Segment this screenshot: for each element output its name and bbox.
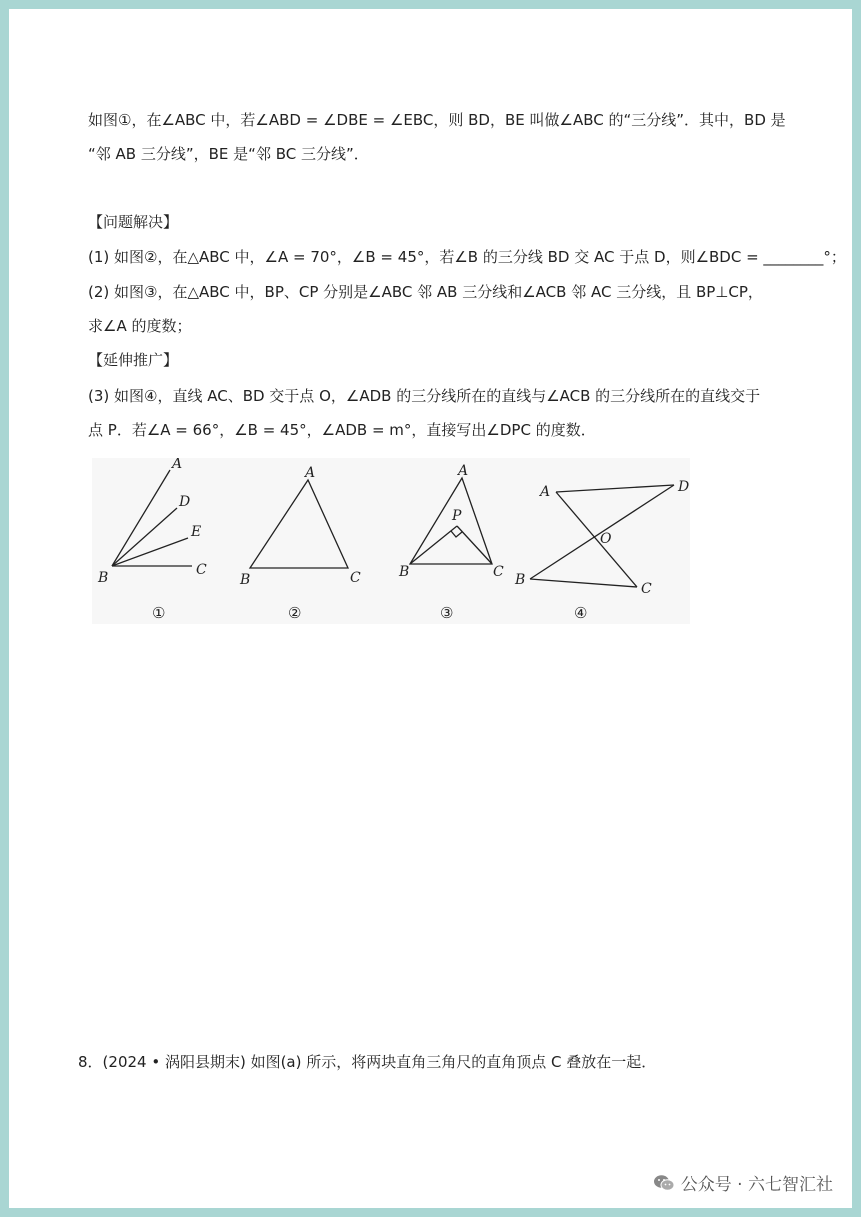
fig3-caption: ③ — [440, 604, 454, 622]
fig3-label-p: P — [452, 508, 462, 524]
section-extension-title: 【延伸推广】 — [88, 351, 179, 369]
fig3-label-a: A — [458, 463, 469, 479]
question-1: (1) 如图②，在△ABC 中，∠A = 70°，∠B = 45°，若∠B 的三分线 BD 交 AC 于点 D，则∠BDC = ________°； — [88, 248, 846, 266]
fig2-label-c: C — [350, 570, 361, 586]
fig3-label-c: C — [493, 564, 504, 580]
fig2-label-a: A — [305, 465, 316, 481]
section-problem-solving-title: 【问题解决】 — [88, 213, 179, 231]
fig2-label-b: B — [240, 572, 251, 588]
question-2-line-2: 求∠A 的度数； — [88, 317, 192, 335]
fig4-caption: ④ — [574, 604, 588, 622]
wechat-icon — [653, 1174, 675, 1192]
watermark-text: 公众号 · 六七智汇社 — [680, 1175, 833, 1195]
fig4-label-b: B — [515, 572, 526, 588]
intro-line-1: 如图①，在∠ABC 中，若∠ABD = ∠DBE = ∠EBC，则 BD，BE 叫做∠ABC 的“三分线”．其中，BD 是 — [88, 111, 786, 129]
fig1-label-b: B — [98, 570, 109, 586]
fig1-label-c: C — [196, 562, 207, 578]
question-3-line-2: 点 P．若∠A = 66°，∠B = 45°，∠ADB = m°，直接写出∠DPC 的度数． — [88, 421, 596, 439]
question-8: 8．(2024 • 涡阳县期末) 如图(a) 所示，将两块直角三角尺的直角顶点 C 叠放在一起． — [78, 1053, 657, 1071]
fig2-caption: ② — [288, 604, 302, 622]
question-2-line-1: (2) 如图③，在△ABC 中，BP、CP 分别是∠ABC 邻 AB 三分线和∠ACB 邻 AC 三分线，且 BP⊥CP， — [88, 283, 763, 301]
fig1-label-e: E — [191, 524, 202, 540]
fig4-label-o: O — [600, 531, 612, 547]
fig4-label-a: A — [540, 484, 551, 500]
fig1-label-d: D — [179, 494, 191, 510]
fig4-label-d: D — [678, 479, 690, 495]
fig1-label-a: A — [172, 458, 183, 472]
geometry-figures — [92, 458, 692, 628]
fig1-caption: ① — [152, 604, 166, 622]
intro-line-2: “邻 AB 三分线”，BE 是“邻 BC 三分线”． — [88, 145, 369, 163]
fig3-label-b: B — [399, 564, 410, 580]
watermark — [653, 1170, 833, 1195]
fig4-label-c: C — [641, 581, 652, 597]
question-3-line-1: (3) 如图④，直线 AC、BD 交于点 O，∠ADB 的三分线所在的直线与∠ACB 的三分线所在的直线交于 — [88, 387, 761, 405]
